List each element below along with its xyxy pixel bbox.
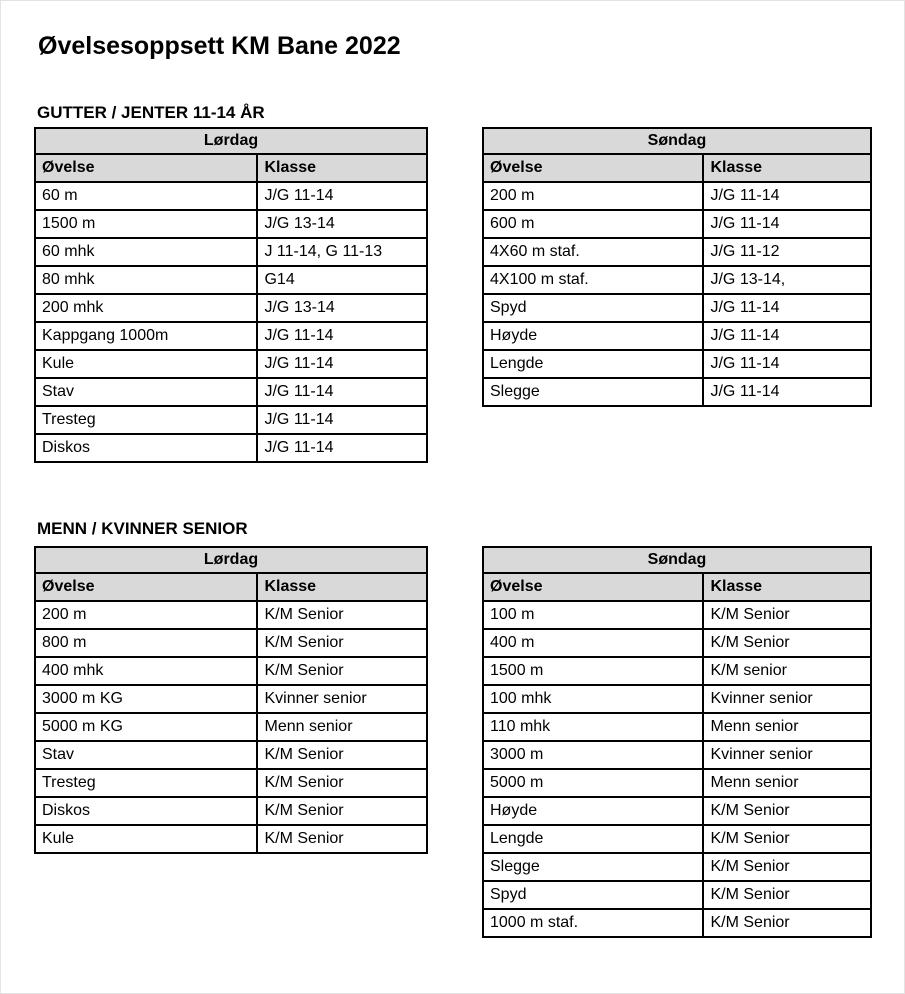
cell-exercise: Slegge (483, 378, 703, 406)
cell-class: K/M Senior (257, 797, 427, 825)
cell-exercise: Stav (35, 741, 257, 769)
cell-class: J/G 11-14 (703, 210, 871, 238)
table-row (35, 266, 427, 294)
table-row (483, 322, 871, 350)
cell-exercise: 5000 m (483, 769, 703, 797)
cell-class: K/M senior (703, 657, 871, 685)
cell-class: J/G 11-14 (257, 182, 427, 210)
table-row (483, 881, 871, 909)
cell-exercise: Diskos (35, 797, 257, 825)
cell-exercise: 110 mhk (483, 713, 703, 741)
cell-exercise: 5000 m KG (35, 713, 257, 741)
cell-exercise: 3000 m (483, 741, 703, 769)
cell-exercise: 1000 m staf. (483, 909, 703, 937)
cell-exercise: 100 mhk (483, 685, 703, 713)
schedule-table-youth-sunday (482, 127, 872, 407)
cell-exercise: 1500 m (483, 657, 703, 685)
day-header-row (35, 128, 427, 154)
day-header-row (483, 128, 871, 154)
column-header-exercise: Øvelse (483, 573, 703, 601)
cell-class: J/G 13-14 (257, 294, 427, 322)
cell-class: J/G 11-12 (703, 238, 871, 266)
table-row (35, 210, 427, 238)
table-row (35, 797, 427, 825)
table-row (35, 434, 427, 462)
cell-exercise: 80 mhk (35, 266, 257, 294)
column-header-row (483, 573, 871, 601)
cell-exercise: 400 m (483, 629, 703, 657)
table-row (483, 294, 871, 322)
cell-exercise: Kappgang 1000m (35, 322, 257, 350)
cell-exercise: Stav (35, 378, 257, 406)
cell-class: K/M Senior (257, 657, 427, 685)
table-row (35, 713, 427, 741)
cell-class: K/M Senior (703, 825, 871, 853)
table-row (483, 657, 871, 685)
cell-exercise: Diskos (35, 434, 257, 462)
table-row (35, 378, 427, 406)
cell-class: K/M Senior (703, 601, 871, 629)
cell-class: K/M Senior (703, 881, 871, 909)
cell-class: K/M Senior (257, 769, 427, 797)
table-row (35, 322, 427, 350)
cell-class: K/M Senior (703, 909, 871, 937)
schedule-table-senior-saturday (34, 546, 428, 854)
cell-exercise: 4X100 m staf. (483, 266, 703, 294)
cell-class: Kvinner senior (703, 741, 871, 769)
cell-exercise: 1500 m (35, 210, 257, 238)
table-row (483, 741, 871, 769)
cell-exercise: 3000 m KG (35, 685, 257, 713)
table-row (483, 182, 871, 210)
cell-class: J/G 11-14 (257, 434, 427, 462)
table-row (35, 238, 427, 266)
cell-class: K/M Senior (257, 825, 427, 853)
cell-class: K/M Senior (703, 853, 871, 881)
cell-exercise: 4X60 m staf. (483, 238, 703, 266)
table-row (35, 182, 427, 210)
cell-exercise: 60 mhk (35, 238, 257, 266)
day-header: Søndag (483, 128, 871, 154)
cell-exercise: Spyd (483, 881, 703, 909)
table-row (35, 601, 427, 629)
cell-class: J/G 11-14 (257, 350, 427, 378)
cell-class: J/G 11-14 (257, 378, 427, 406)
section-heading-senior: MENN / KVINNER SENIOR (37, 519, 248, 538)
column-header-class: Klasse (257, 573, 427, 601)
table-row (35, 294, 427, 322)
cell-class: J/G 11-14 (703, 322, 871, 350)
table-row (35, 825, 427, 853)
table-row (483, 350, 871, 378)
cell-class: J/G 11-14 (703, 350, 871, 378)
cell-class: Kvinner senior (703, 685, 871, 713)
cell-exercise: Kule (35, 350, 257, 378)
column-header-exercise: Øvelse (35, 573, 257, 601)
table-row (35, 685, 427, 713)
table-row (483, 685, 871, 713)
day-header: Lørdag (35, 547, 427, 573)
schedule-table-senior-sunday (482, 546, 872, 938)
table-row (483, 909, 871, 937)
cell-exercise: 800 m (35, 629, 257, 657)
table-row (483, 797, 871, 825)
schedule-table-youth-saturday (34, 127, 428, 463)
cell-class: J/G 11-14 (703, 378, 871, 406)
table-row (483, 629, 871, 657)
table-row (35, 350, 427, 378)
cell-class: J/G 11-14 (257, 322, 427, 350)
column-header-exercise: Øvelse (483, 154, 703, 182)
cell-class: G14 (257, 266, 427, 294)
cell-exercise: Høyde (483, 797, 703, 825)
page-title: Øvelsesoppsett KM Bane 2022 (38, 32, 401, 60)
column-header-class: Klasse (703, 573, 871, 601)
table-row (483, 210, 871, 238)
column-header-row (35, 154, 427, 182)
table-row (483, 769, 871, 797)
table-row (483, 825, 871, 853)
column-header-class: Klasse (257, 154, 427, 182)
cell-exercise: Kule (35, 825, 257, 853)
cell-class: Menn senior (257, 713, 427, 741)
table-row (483, 601, 871, 629)
cell-exercise: 60 m (35, 182, 257, 210)
table-row (483, 266, 871, 294)
cell-exercise: Lengde (483, 825, 703, 853)
cell-exercise: 100 m (483, 601, 703, 629)
table-row (35, 769, 427, 797)
cell-exercise: Tresteg (35, 769, 257, 797)
column-header-class: Klasse (703, 154, 871, 182)
cell-class: J/G 13-14 (257, 210, 427, 238)
table-row (35, 406, 427, 434)
column-header-row (35, 573, 427, 601)
cell-class: Kvinner senior (257, 685, 427, 713)
table-row (35, 629, 427, 657)
cell-class: Menn senior (703, 713, 871, 741)
cell-exercise: Spyd (483, 294, 703, 322)
cell-class: J/G 11-14 (257, 406, 427, 434)
column-header-row (483, 154, 871, 182)
section-heading-youth: GUTTER / JENTER 11-14 ÅR (37, 103, 265, 122)
cell-class: K/M Senior (257, 629, 427, 657)
cell-class: J/G 11-14 (703, 294, 871, 322)
cell-exercise: 200 m (35, 601, 257, 629)
table-row (35, 657, 427, 685)
cell-class: K/M Senior (257, 741, 427, 769)
column-header-exercise: Øvelse (35, 154, 257, 182)
cell-class: J/G 13-14, (703, 266, 871, 294)
cell-class: K/M Senior (703, 629, 871, 657)
day-header: Lørdag (35, 128, 427, 154)
table-row (483, 378, 871, 406)
table-row (35, 741, 427, 769)
cell-class: K/M Senior (257, 601, 427, 629)
cell-exercise: 200 mhk (35, 294, 257, 322)
cell-exercise: 400 mhk (35, 657, 257, 685)
day-header-row (35, 547, 427, 573)
cell-class: K/M Senior (703, 797, 871, 825)
table-row (483, 238, 871, 266)
cell-exercise: Tresteg (35, 406, 257, 434)
cell-exercise: Lengde (483, 350, 703, 378)
cell-class: J 11-14, G 11-13 (257, 238, 427, 266)
cell-exercise: 600 m (483, 210, 703, 238)
cell-exercise: Høyde (483, 322, 703, 350)
table-row (483, 853, 871, 881)
table-row (483, 713, 871, 741)
cell-exercise: 200 m (483, 182, 703, 210)
cell-class: Menn senior (703, 769, 871, 797)
day-header-row (483, 547, 871, 573)
day-header: Søndag (483, 547, 871, 573)
cell-exercise: Slegge (483, 853, 703, 881)
cell-class: J/G 11-14 (703, 182, 871, 210)
